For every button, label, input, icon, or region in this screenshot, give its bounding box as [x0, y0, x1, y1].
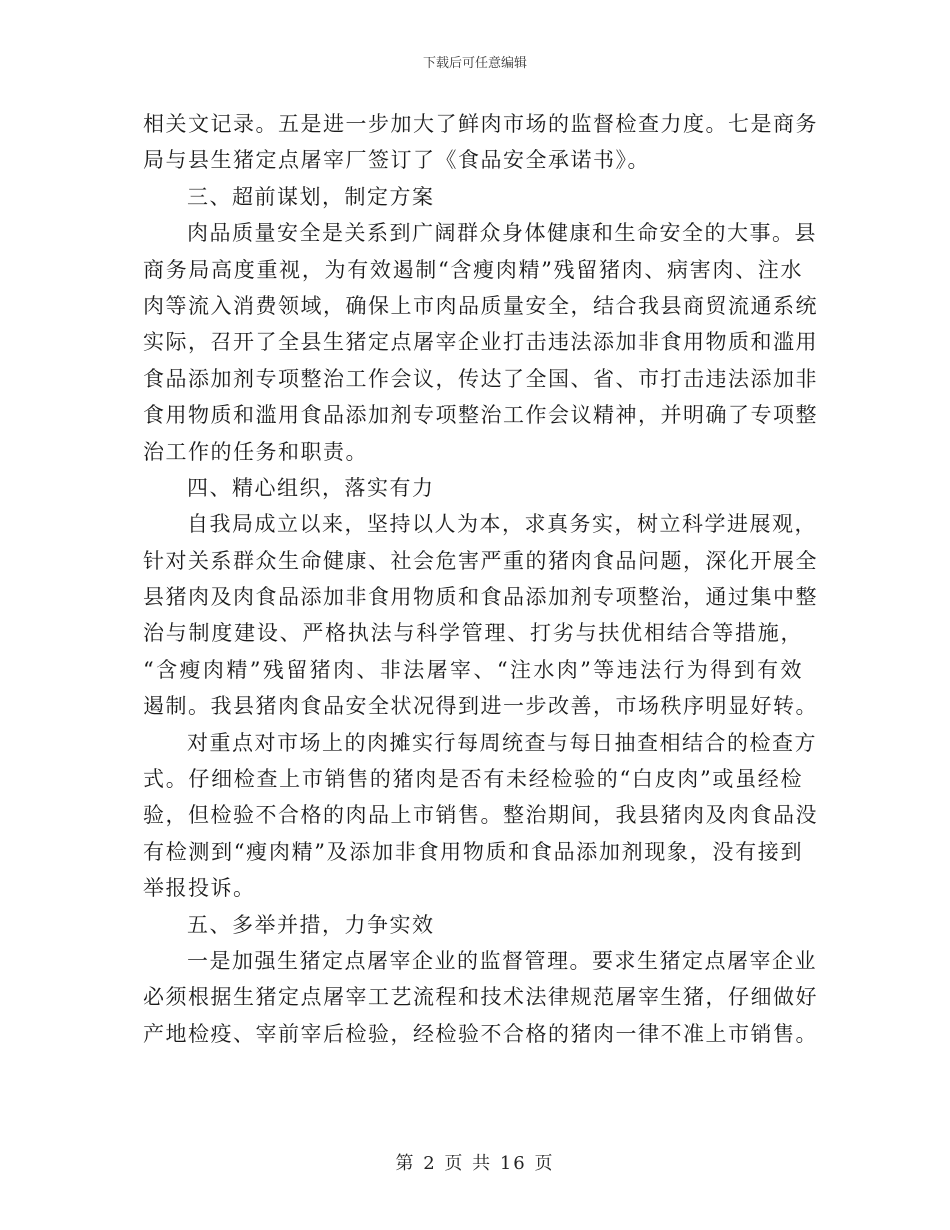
text-line: 县猪肉及肉食品添加非食用物质和食品添加剂专项整治，通过集中整: [143, 585, 818, 610]
document-body: [143, 106, 818, 1052]
text-line: 遏制。我县猪肉食品安全状况得到进一步改善，市场秩序明显好转。: [143, 694, 818, 719]
text-line: 一是加强生猪定点屠宰企业的监督管理。要求生猪定点屠宰企业: [187, 948, 817, 973]
text-line: 必须根据生猪定点屠宰工艺流程和技术法律规范屠宰生猪，仔细做好: [143, 985, 818, 1010]
text-line: 局与县生猪定点屠宰厂签订了《食品安全承诺书》。: [143, 148, 650, 173]
text-line: 治与制度建设、严格执法与科学管理、打劣与扶优相结合等措施，: [143, 621, 803, 646]
page-header: 下载后可任意编辑: [422, 56, 527, 71]
text-line: 举报投诉。: [143, 876, 256, 901]
page-footer: 第 2 页 共 16 页: [395, 1153, 555, 1174]
text-line: 产地检疫、宰前宰后检验，经检验不合格的猪肉一律不准上市销售。: [143, 1021, 818, 1046]
text-line: 肉等流入消费领域，确保上市肉品质量安全，结合我县商贸流通系统: [143, 293, 818, 318]
text-line: 食用物质和滥用食品添加剂专项整治工作会议精神，并明确了专项整: [143, 403, 818, 428]
section-heading: 三、超前谋划，制定方案: [187, 184, 435, 209]
section-heading: 五、多举并措，力争实效: [187, 912, 435, 937]
text-line: 食品添加剂专项整治工作会议，传达了全国、省、市打击违法添加非: [143, 366, 818, 391]
text-line: 针对关系群众生命健康、社会危害严重的猪肉食品问题，深化开展全: [143, 548, 818, 573]
text-line: 对重点对市场上的肉摊实行每周统查与每日抽查相结合的检查方: [187, 730, 817, 755]
text-line: 治工作的任务和职责。: [143, 439, 368, 464]
text-line: 实际，召开了全县生猪定点屠宰企业打击违法添加非食用物质和滥用: [143, 330, 818, 355]
text-line: 自我局成立以来，坚持以人为本，求真务实，树立科学进展观，: [187, 512, 817, 537]
text-line: 商务局高度重视，为有效遏制“含瘦肉精”残留猪肉、病害肉、注水: [143, 257, 803, 282]
text-line: 肉品质量安全是关系到广阔群众身体健康和生命安全的大事。县: [187, 221, 817, 246]
text-line: 有检测到“瘦肉精”及添加非食用物质和食品添加剂现象，没有接到: [143, 839, 803, 864]
section-heading: 四、精心组织，落实有力: [187, 475, 435, 500]
text-line: 式。仔细检查上市销售的猪肉是否有未经检验的“白皮肉”或虽经检: [143, 767, 803, 792]
text-line: 验，但检验不合格的肉品上市销售。整治期间，我县猪肉及肉食品没: [143, 803, 818, 828]
text-line: “含瘦肉精”残留猪肉、非法屠宰、“注水肉”等违法行为得到有效: [143, 657, 803, 682]
text-line: 相关文记录。五是进一步加大了鲜肉市场的监督检查力度。七是商务: [143, 112, 818, 136]
